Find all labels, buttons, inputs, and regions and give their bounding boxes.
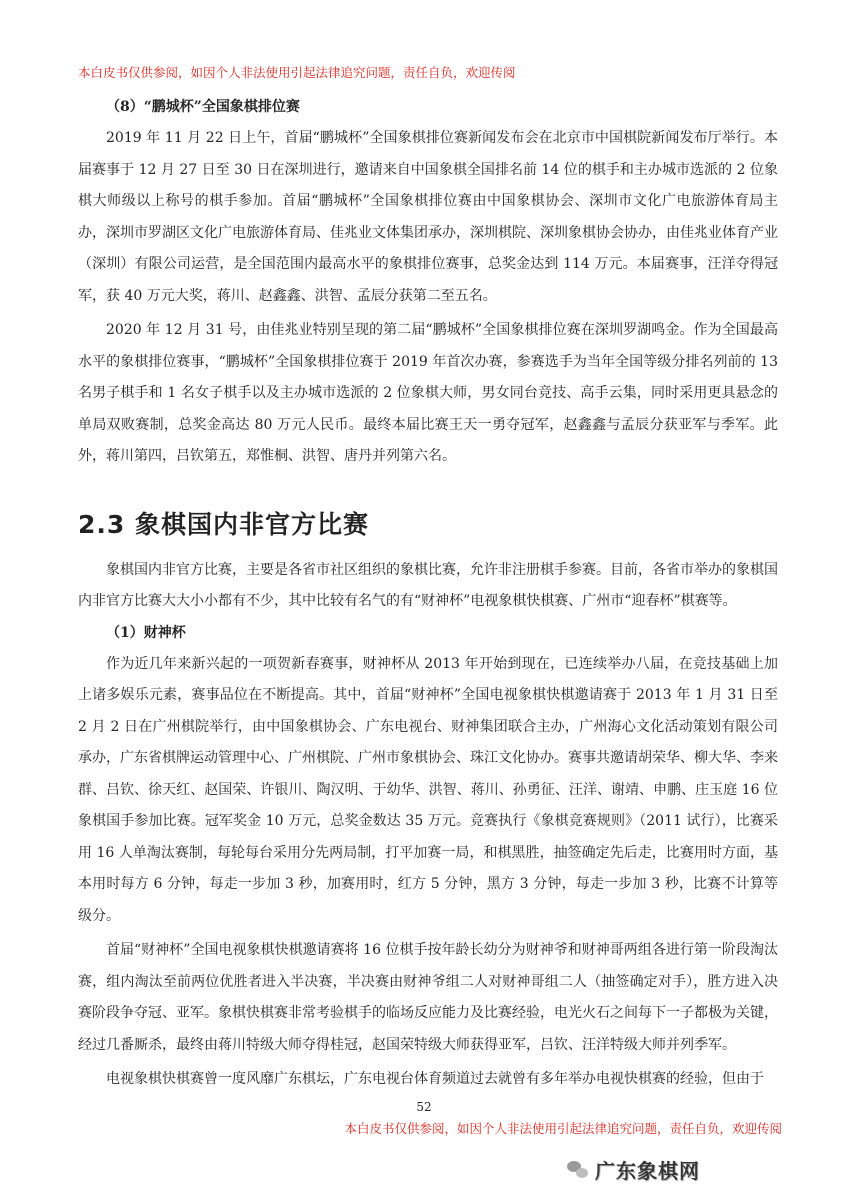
pengcheng-subheading: （8）“鹏城杯”全国象棋排位赛: [106, 99, 300, 115]
disclaimer-header: 本白皮书仅供参阅，如因个人非法使用引起法律追究问题，责任自负，欢迎传阅: [78, 65, 516, 80]
caishen-paragraph-3: 电视象棋快棋赛曾一度风靡广东棋坛，广东电视台体育频道过去就曾有多年举办电视快棋赛的经验，但由于: [106, 1071, 764, 1087]
caishen-subheading: （1）财神杯: [106, 624, 186, 641]
document-body: [78, 92, 778, 1096]
footer-bar: [0, 1140, 848, 1200]
page-number: 52: [416, 1100, 432, 1114]
pengcheng-paragraph-2: 2020 年 12 月 31 号，由佳兆业特别呈现的第二届“鹏城杯”全国象棋排位赛在深圳罗湖鸣金。作为全国最高水平的象棋排位赛事，“鹏城杯”全国象棋排位赛于 2019 年首次办赛，参赛选手为当年全国等级分排名列前的 13 名男子棋手和 1 名女子棋手以及主办城市选派的 2 位象棋大师，男女同台竞技、高手云集，同时采用更具悬念的单局双败赛制，总奖金高达 80 万元人民币。最终本届比赛王天一勇夺冠军，赵鑫鑫与孟辰分获亚军与季军。此外，蒋川第四，吕钦第五，郑惟桐、洪智、唐丹并列第六名。: [78, 322, 778, 464]
watermark: [567, 1155, 700, 1184]
pengcheng-paragraph-1: 2019 年 11 月 22 日上午，首届“鹏城杯”全国象棋排位赛新闻发布会在北京市中国棋院新闻发布厅举行。本届赛事于 12 月 27 日至 30 日在深圳进行，邀请来自中国象棋全国排名前 14 位的棋手和主办城市选派的 2 位象棋大师级以上称号的棋手参加。首届“鹏城杯”全国象棋排位赛由中国象棋协会、深圳市文化广电旅游体育局主办，深圳市罗湖区文化广电旅游体育局、佳兆业文体集团承办，深圳棋院、深圳象棋协会协办，由佳兆业体育产业（深圳）有限公司运营，是全国范围内最高水平的象棋排位赛事，总奖金达到 114 万元。本届赛事，汪洋夺得冠军，获 40 万元大奖，蒋川、赵鑫鑫、洪智、孟辰分获第二至五名。: [78, 130, 778, 304]
caishen-paragraph-1: 作为近几年来新兴起的一项贺新春赛事，财神杯从 2013 年开始到现在，已连续举办八届，在竞技基础上加上诸多娱乐元素，赛事品位在不断提高。其中，首届“财神杯”全国电视象棋快棋邀请赛于 2013 年 1 月 31 日至 2 月 2 日在广州棋院举行，由中国象棋协会、广东电视台、财神集团联合主办，广州海心文化活动策划有限公司承办，广东省棋牌运动管理中心、广州棋院、广州市象棋协会、珠江文化协办。赛事共邀请胡荣华、柳大华、李来群、吕钦、徐天红、赵国荣、许银川、陶汉明、于幼华、洪智、蒋川、孙勇征、汪洋、谢靖、申鹏、庄玉庭 16 位象棋国手参加比赛。冠军奖金 10 万元，总奖金数达 35 万元。竞赛执行《象棋竞赛规则》（2011 试行），比赛采用 16 人单淘汰赛制，每轮每台采用分先两局制，打平加赛一局，和棋黑胜，抽签确定先后走，比赛用时方面，基本用时每方 6 分钟，每走一步加 3 秒，加赛用时，红方 5 分钟，黑方 3 分钟，每走一步加 3 秒，比赛不计算等级分。: [78, 655, 778, 924]
wechat-icon: [567, 1161, 589, 1179]
caishen-paragraph-2: 首届“财神杯”全国电视象棋快棋邀请赛将 16 位棋手按年龄长幼分为财神爷和财神哥两组各进行第一阶段淘汰赛，组内淘汰至前两位优胜者进入半决赛，半决赛由财神爷组二人对财神哥组二人（抽签确定对手），胜方进入决赛阶段争夺冠、亚军。象棋快棋赛非常考验棋手的临场反应能力及比赛经验，电光火石之间每下一子都极为关键，经过几番厮杀，最终由蒋川特级大师夺得桂冠，赵国荣特级大师获得亚军，吕钦、汪洋特级大师并列季军。: [78, 942, 778, 1053]
watermark-text: 广东象棋网: [595, 1159, 700, 1183]
section-heading: 2.3 象棋国内非官方比赛: [78, 509, 369, 539]
section-intro-paragraph: 象棋国内非官方比赛，主要是各省市社区组织的象棋比赛，允许非注册棋手参赛。目前，各省市举办的象棋国内非官方比赛大大小小都有不少，其中比较有名气的有“财神杯”电视象棋快棋赛、广州市“迎春杯”棋赛等。: [78, 561, 778, 609]
disclaimer-footer: 本白皮书仅供参阅，如因个人非法使用引起法律追究问题，责任自负，欢迎传阅: [344, 1121, 782, 1136]
